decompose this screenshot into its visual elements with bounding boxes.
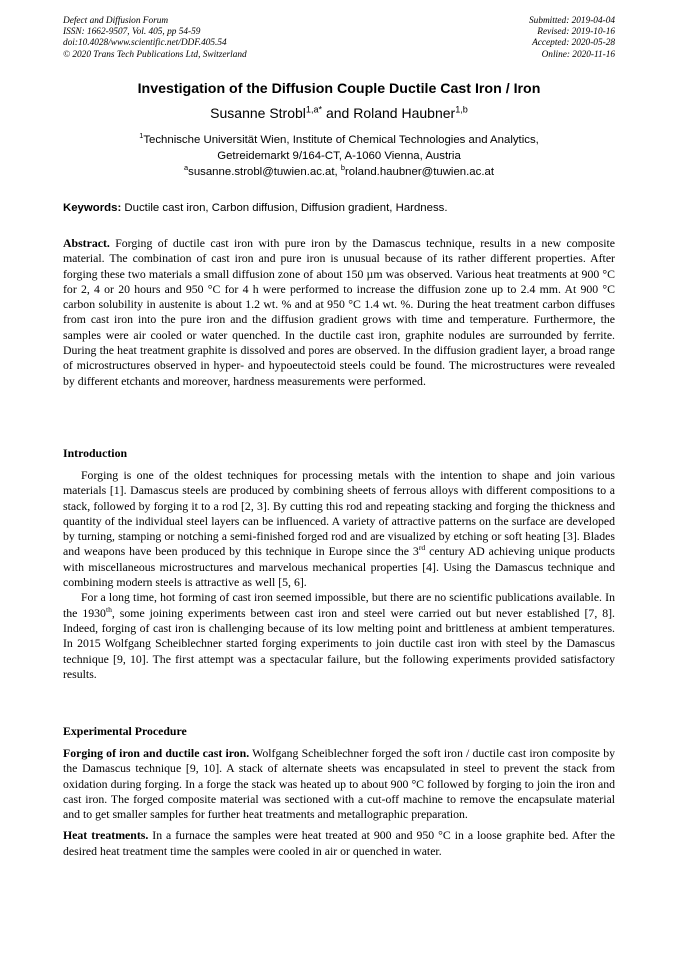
online-date: Online: 2020-11-16: [541, 49, 615, 60]
author-name: Susanne Strobl: [210, 105, 306, 121]
affiliation-line: Technische Universität Wien, Institute of Chemical Technologies and Analytics,: [143, 134, 539, 146]
introduction-section: [63, 468, 615, 682]
email-link[interactable]: roland.haubner@tuwien.ac.at: [345, 166, 494, 178]
email-superscript: b: [340, 163, 346, 173]
author-superscript: 1,b: [455, 104, 468, 115]
superscript: th: [105, 604, 112, 614]
author-emails: [40, 163, 638, 178]
keywords-text: Ductile cast iron, Carbon diffusion, Diffusion gradient, Hardness.: [121, 202, 448, 214]
author-list: [40, 105, 638, 121]
section-heading-introduction: Introduction: [63, 446, 128, 460]
issn: ISSN: 1662-9507, Vol. 405, pp 54-59: [63, 27, 201, 38]
paragraph: [63, 468, 615, 590]
author-name: Roland Haubner: [353, 105, 456, 121]
submitted-date: Submitted: 2019-04-04: [529, 16, 615, 26]
affiliation-line: Getreidemarkt 9/164-CT, A-1060 Vienna, Austria: [217, 149, 461, 162]
page-header: [63, 16, 615, 64]
revised-date: Revised: 2019-10-16: [537, 27, 615, 38]
paragraph-text: For a long time, hot forming of cast iron seemed impossible, but there are no scientific publications available. In the 1930: [63, 590, 615, 620]
doi[interactable]: doi:10.4028/www.scientific.net/DDF.405.54: [63, 38, 227, 49]
copyright: © 2020 Trans Tech Publications Ltd, Switzerland: [63, 49, 247, 60]
paragraph-text: century AD achieving unique products with miscellaneous microstructures and marvelous mechanical properties [4]. Using the Damascus technique and combining modern steels is attractive as well [5, 6].: [63, 544, 615, 590]
affiliation: [40, 133, 638, 164]
section-heading-experimental: Experimental Procedure: [63, 724, 187, 738]
superscript: rd: [418, 543, 426, 553]
paragraph-text: In a furnace the samples were heat treated at 900 and 950 °C in a loose graphite bed. After the desired heat treatment time the samples were cooled in air or quenched in water.: [63, 828, 616, 858]
accepted-date: Accepted: 2020-05-28: [532, 38, 615, 49]
paragraph: [63, 828, 615, 859]
publication-dates: [529, 16, 615, 61]
paragraph-text: Wolfgang Scheiblechner forged the soft iron / ductile cast iron composite by the Damascus technique [9, 10]. A stack of alternate sheets was encapsulated in steel to prevent the stack from oxidation during forging. In a forge the stack was heated up to about 900 °C followed by forging to join the iron and cast iron. The forged composite material was sectioned with a cut-off machine to remove the encapsulate material and to get smaller samples for further heat treatments and metallographic preparation.: [63, 746, 615, 822]
email-link[interactable]: susanne.strobl@tuwien.ac.at,: [188, 166, 341, 178]
keywords-label: Keywords:: [63, 202, 122, 214]
journal-info: [63, 16, 247, 61]
experimental-section: [63, 746, 615, 859]
email-superscript: a: [184, 163, 189, 173]
paragraph-text: , some joining experiments between cast iron and steel were carried out but never established [7, 8]. Indeed, forging of cast iron is challenging because of its low melting point and brittleness at ambient temperatures. In 2015 Wolfgang Scheiblechner started forging experiments to join ductile cast iron with steel by the Damascus technique [9, 10]. The first attempt was a spectacular failure, but the following experiments provided satisfactory results.: [63, 605, 615, 681]
paragraph: [63, 590, 615, 682]
journal-name: Defect and Diffusion Forum: [63, 16, 169, 26]
paragraph: [63, 746, 615, 822]
paragraph-text: Forging is one of the oldest techniques for processing metals with the intention to shape and join various materials [1]. Damascus steels are produced by combining sheets of ferrous alloys with different compositions to a stack, followed by forging it to a rod [2, 3]. By cutting this rod and repeating stacking and forging the thickness and quantity of the individual steel layers can be influenced. A variety of attractive patterns on the surface are developed by turning, stamping or notching a semi-finished forged rod and are visualized by etching or soft heating [3]. Blades and weapons have been produced by this technique in Europe since the 3: [63, 468, 615, 559]
abstract-label: Abstract.: [63, 236, 110, 250]
paper-title: Investigation of the Diffusion Couple Ductile Cast Iron / Iron: [137, 81, 541, 97]
paragraph-label: Forging of iron and ductile cast iron.: [63, 746, 250, 760]
abstract-text: Forging of ductile cast iron with pure iron by the Damascus technique, results in a new composite material. The combination of cast iron and pure iron is unusual because of its rather different properties. After forging these two materials a small diffusion zone of about 150 µm was observed. Various heat treatments at 900 °C for 2, 4 or 20 hours and 950 °C for 4 h were performed to increase the diffusion zone up to 2.4 mm. At 900 °C carbon solubility in austenite is about 1.2 wt. % and at 950 °C 1.4 wt. %. During the heat treatment carbon diffuses from cast iron into the pure iron and the diffusion gradient grows with time and temperature. Furthermore, the samples were air cooled or water quenched. In the ductile cast iron, graphite nodules are surrounded by ferrite. During the heat treatment graphite is dissolved and pores are observed. In the diffusion gradient layer, a broad range of microstructures observed in hyper- and hypoeutectoid steels could be found. The microstructures were revealed by different etchants and moreover, hardness measurements were performed.: [63, 236, 615, 388]
author-superscript: 1,a*: [305, 104, 323, 115]
author-separator: and: [322, 105, 354, 121]
abstract: [63, 236, 615, 389]
paragraph-label: Heat treatments.: [63, 828, 149, 843]
affiliation-superscript: 1: [139, 131, 144, 141]
keywords: [63, 202, 615, 214]
